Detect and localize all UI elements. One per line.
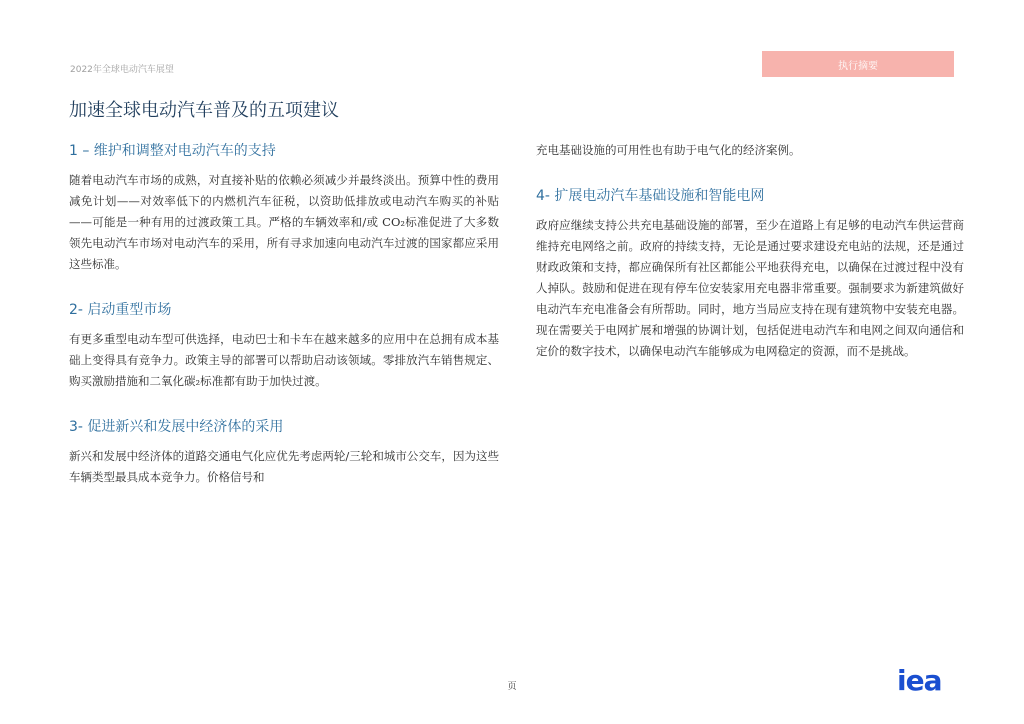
right-column bbox=[536, 140, 964, 386]
section-badge: 执行摘要 bbox=[762, 51, 954, 77]
page-title: 加速全球电动汽车普及的五项建议 bbox=[69, 100, 339, 121]
page-number: 页 bbox=[507, 682, 517, 692]
iea-logo: iea bbox=[897, 664, 942, 697]
section-text-3: 新兴和发展中经济体的道路交通电气化应优先考虑两轮/三轮和城市公交车，因为这些车辆类型最具成本竞争力。价格信号和 bbox=[69, 449, 499, 484]
section-heading-1: 1 – 维护和调整对电动汽车的支持 bbox=[69, 143, 276, 159]
report-title: 2022年全球电动汽车展望 bbox=[70, 65, 174, 75]
section-heading-4: 4- 扩展电动汽车基础设施和智能电网 bbox=[536, 188, 765, 204]
section-text-4: 政府应继续支持公共充电基础设施的部署，至少在道路上有足够的电动汽车供运营商维持充电网络之前。政府的持续支持，无论是通过要求建设充电站的法规，还是通过财政政策和支持，都应确保所有社区都能公平地获得充电，以确保在过渡过程中没有人掉队。鼓励和促进在现有停车位安装家用充电器非常重要。强制要求为新建筑做好电动汽车充电准备会有所帮助。同时，地方当局应支持在现有建筑物中安装充电器。现在需要关于电网扩展和增强的协调计划，包括促进电动汽车和电网之间双向通信和定价的数字技术，以确保电动汽车能够成为电网稳定的资源，而不是挑战。 bbox=[536, 218, 964, 358]
continuation-text: 充电基础设施的可用性也有助于电气化的经济案例。 bbox=[536, 143, 801, 157]
section-text-1: 随着电动汽车市场的成熟，对直接补贴的依赖必须减少并最终淡出。预算中性的费用减免计划——对效率低下的内燃机汽车征税，以资助低排放或电动汽车购买的补贴——可能是一种有用的过渡政策工具。严格的车辆效率和/或 CO₂标准促进了大多数领先电动汽车市场对电动汽车的采用，所有寻求加速向电动汽车过渡的国家都应采用这些标准。 bbox=[69, 173, 499, 271]
section-text-2: 有更多重型电动车型可供选择，电动巴士和卡车在越来越多的应用中在总拥有成本基础上变得具有竞争力。政策主导的部署可以帮助启动该领域。零排放汽车销售规定、购买激励措施和二氧化碳₂标准都有助于加快过渡。 bbox=[69, 332, 499, 388]
section-heading-3: 3- 促进新兴和发展中经济体的采用 bbox=[69, 419, 284, 435]
section-heading-2: 2- 启动重型市场 bbox=[69, 302, 172, 318]
left-column bbox=[69, 140, 499, 512]
